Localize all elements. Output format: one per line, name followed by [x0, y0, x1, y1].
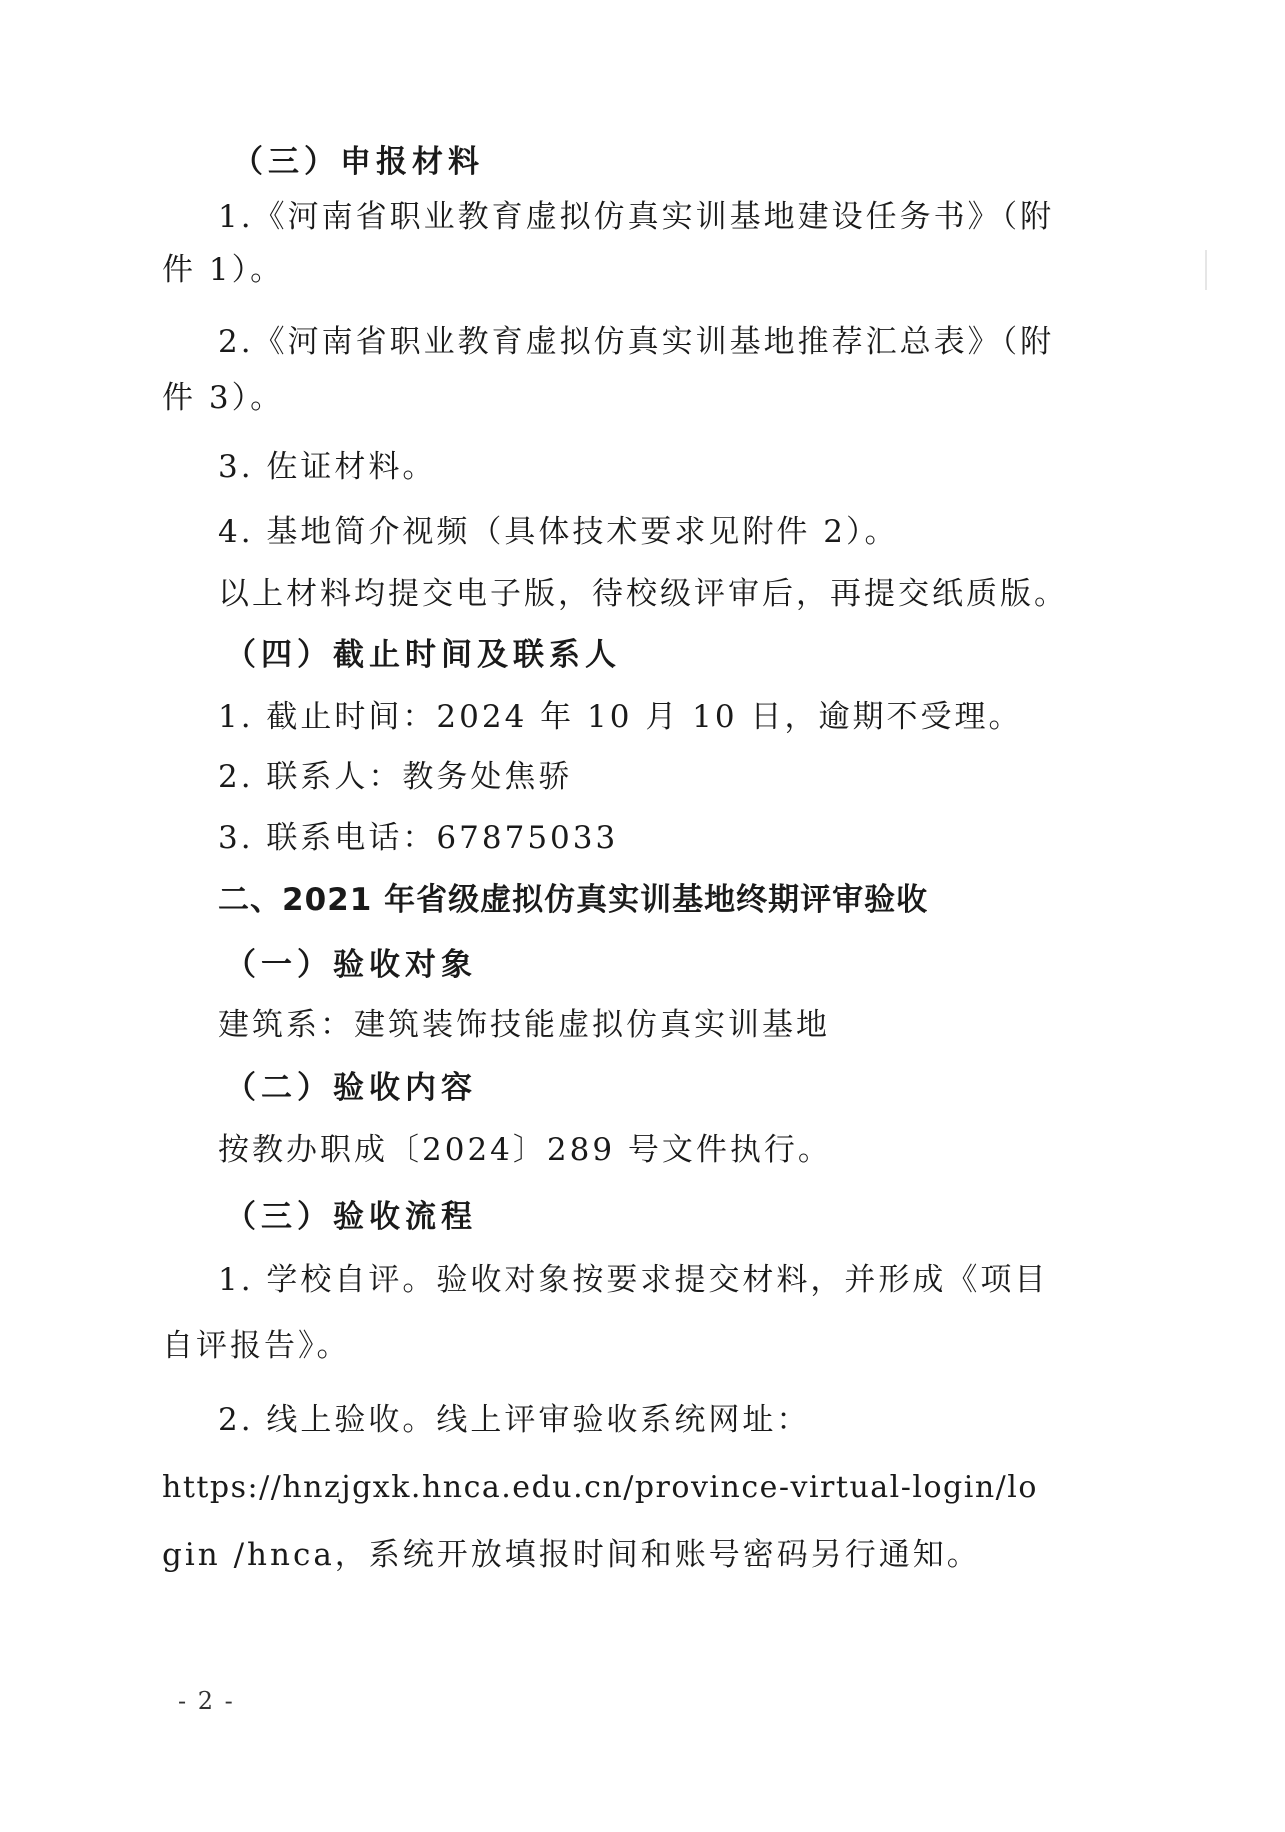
paragraph-line: 2.《河南省职业教育虚拟仿真实训基地推荐汇总表》（附: [218, 324, 1055, 360]
section-heading-process: （三）验收流程: [225, 1199, 477, 1235]
paragraph-line: gin /hnca，系统开放填报时间和账号密码另行通知。: [162, 1537, 981, 1573]
paragraph-line: 件 3）。: [162, 380, 285, 416]
paragraph-line: 3. 佐证材料。: [218, 449, 437, 485]
paragraph-line: 4. 基地简介视频（具体技术要求见附件 2）。: [218, 514, 899, 550]
paragraph-line: 1.《河南省职业教育虚拟仿真实训基地建设任务书》（附: [218, 199, 1055, 235]
section-heading-target: （一）验收对象: [225, 947, 477, 983]
scan-artifact: [1205, 250, 1207, 290]
page-number: - 2 -: [178, 1687, 235, 1715]
section-heading-materials: （三）申报材料: [232, 144, 484, 180]
paragraph-line: 1. 学校自评。验收对象按要求提交材料，并形成《项目: [218, 1262, 1049, 1298]
major-heading: 二、2021 年省级虚拟仿真实训基地终期评审验收: [218, 882, 929, 918]
section-heading-content: （二）验收内容: [225, 1070, 477, 1106]
paragraph-line: 按教办职成〔2024〕289 号文件执行。: [218, 1132, 832, 1168]
paragraph-line: 3. 联系电话：67875033: [218, 820, 619, 856]
paragraph-line: 件 1）。: [162, 252, 285, 288]
paragraph-line: 2. 线上验收。线上评审验收系统网址：: [218, 1402, 811, 1438]
url-line: https://hnzjgxk.hnca.edu.cn/province-virtual-login/lo: [162, 1470, 1038, 1505]
section-heading-deadline: （四）截止时间及联系人: [225, 637, 621, 673]
paragraph-line: 建筑系：建筑装饰技能虚拟仿真实训基地: [218, 1007, 830, 1043]
paragraph-line: 1. 截止时间：2024 年 10 月 10 日，逾期不受理。: [218, 699, 1023, 735]
paragraph-line: 以上材料均提交电子版，待校级评审后，再提交纸质版。: [218, 576, 1068, 612]
paragraph-line: 2. 联系人：教务处焦骄: [218, 759, 573, 795]
paragraph-line: 自评报告》。: [162, 1328, 351, 1364]
